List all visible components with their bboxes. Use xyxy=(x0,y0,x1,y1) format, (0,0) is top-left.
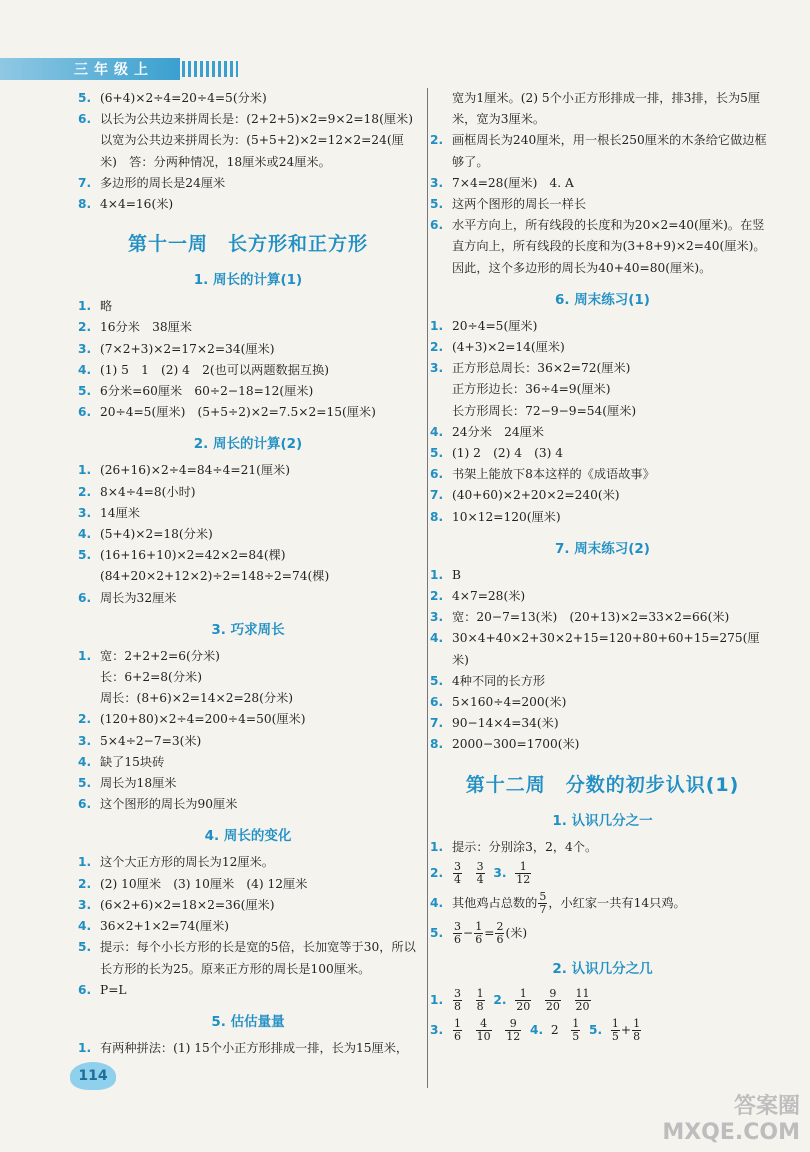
item-number: 8. xyxy=(78,197,92,212)
item-text: 书架上能放下8本这样的《成语故事》 xyxy=(452,467,655,482)
fraction: $\frac{1}{12}$ xyxy=(516,859,531,886)
section-perimeter-change-title: 4. 周长的变化 xyxy=(204,828,292,845)
section-weekend-2-title: 7. 周末练习(2) xyxy=(555,540,650,557)
item-number: 1. xyxy=(78,299,92,314)
fraction: $\frac{9}{20}$ xyxy=(545,986,560,1013)
section-perimeter-2-list xyxy=(78,460,418,608)
item-text: 多边形的周长是24厘米 xyxy=(100,175,226,190)
list-item xyxy=(430,607,775,628)
item-number: 8. xyxy=(430,737,444,752)
item-number: 1. xyxy=(430,318,444,333)
list-item xyxy=(78,874,418,895)
grade-label: 三年级上 xyxy=(74,62,154,78)
item-text: 宽：2+2+2=6(分米) xyxy=(100,648,220,663)
section-unit-fraction-title: 1. 认识几分之一 xyxy=(552,812,653,829)
list-item xyxy=(78,296,418,317)
list-item xyxy=(430,401,775,422)
item-number: 3. xyxy=(430,175,444,190)
list-item xyxy=(430,586,775,607)
item-number: 3. xyxy=(78,505,92,520)
item-number: 6. xyxy=(78,405,92,420)
section-estimate-list xyxy=(78,1038,418,1059)
list-item xyxy=(78,794,418,815)
item-text: (4+3)×2=14(厘米) xyxy=(452,340,565,355)
section-clever-perimeter-title: 3. 巧求周长 xyxy=(211,621,285,638)
list-item xyxy=(430,692,775,713)
item-number: 5. xyxy=(78,548,92,563)
item-text: 24分米 24厘米 xyxy=(452,424,544,439)
section-weekend-1-list xyxy=(430,316,775,528)
item-number: 4. xyxy=(78,754,92,769)
item-text: 5×4÷2−7=3(米) xyxy=(100,733,202,748)
item-text: (26+16)×2÷4=84÷4=21(厘米) xyxy=(100,463,290,478)
item-number: 7. xyxy=(430,488,444,503)
list-item xyxy=(430,464,775,485)
item-number: 8. xyxy=(430,509,444,524)
item-number: 2. xyxy=(430,865,444,880)
item-number: 6. xyxy=(430,218,444,233)
list-item xyxy=(78,381,418,402)
item-text: 提示：分别涂3，2，4个。 xyxy=(452,839,598,854)
item-text: (2) 10厘米 (3) 10厘米 (4) 12厘米 xyxy=(100,876,308,891)
item-number: 4. xyxy=(430,631,444,646)
item-text: (16+16+10)×2=42×2=84(棵) xyxy=(100,548,286,563)
list-item xyxy=(78,482,418,503)
item-number: 1. xyxy=(78,648,92,663)
item-text: 画框周长为240厘米，用一根长250厘米的木条给它做边框够了。 xyxy=(452,133,767,169)
item-number: 6. xyxy=(78,112,92,127)
item-text: (5+4)×2=18(分米) xyxy=(100,527,213,542)
item-text: 宽为1厘米。(2) 5个小正方形排成一排，排3排，长为5厘米，宽为3厘米。 xyxy=(452,91,761,127)
item-text: (1) 2 (2) 4 (3) 4 xyxy=(452,446,564,461)
item-number: 4. xyxy=(530,1022,544,1037)
right-column xyxy=(430,88,775,1045)
item-text: 16分米 38厘米 xyxy=(100,320,192,335)
item-text: (6+4)×2÷4=20÷4=5(分米) xyxy=(100,91,267,105)
item-text: (6×2+6)×2=18×2=36(厘米) xyxy=(100,897,275,912)
list-item xyxy=(430,507,775,528)
fraction: $\frac{4}{10}$ xyxy=(476,1016,491,1043)
item-number: 4. xyxy=(430,424,444,439)
list-item xyxy=(78,524,418,545)
list-item xyxy=(78,545,418,566)
item-text: 20÷4=5(厘米) xyxy=(452,318,538,333)
chapter-11-title: 第十一周 长方形和正方形 xyxy=(127,233,368,256)
item-number: 3. xyxy=(430,1022,444,1037)
item-number: 7. xyxy=(430,716,444,731)
list-item xyxy=(78,1038,418,1059)
item-text: 36×2+1×2=74(厘米) xyxy=(100,919,230,934)
list-item xyxy=(78,173,418,194)
item-number: 5. xyxy=(78,776,92,791)
list-item xyxy=(78,731,418,752)
item-number: 2. xyxy=(78,320,92,335)
page-number: 114 xyxy=(70,1062,116,1090)
list-item xyxy=(78,980,418,1001)
item-number: 5. xyxy=(430,925,444,940)
list-item xyxy=(78,460,418,481)
watermark-line: MXQE.COM xyxy=(662,1120,800,1145)
item-text: 4×4=16(米) xyxy=(100,197,174,212)
list-item xyxy=(430,173,775,194)
watermark-logo xyxy=(662,1094,800,1146)
item-text: 长方形周长：72−9−9=54(厘米) xyxy=(452,403,637,418)
list-item xyxy=(78,646,418,667)
item-text: 周长为32厘米 xyxy=(100,590,177,605)
item-number: 3. xyxy=(78,341,92,356)
item-number: 3. xyxy=(78,897,92,912)
list-item xyxy=(430,713,775,734)
section-perimeter-2-title: 2. 周长的计算(2) xyxy=(193,436,303,453)
item-text: 8×4÷4=8(小时) xyxy=(100,484,196,499)
grade-header xyxy=(0,58,240,80)
chapter-12-title: 第十二周 分数的初步认识(1) xyxy=(465,773,740,796)
item-text: 略 xyxy=(100,299,113,314)
item-number: 2. xyxy=(493,992,507,1007)
item-text: 有两种拼法：(1) 15个小正方形排成一排，长为15厘米， xyxy=(100,1040,409,1055)
watermark-line: 答案圈 xyxy=(733,1094,800,1119)
item-text: 长：6+2=8(分米) xyxy=(100,670,202,685)
item-text: 这两个图形的周长一样长 xyxy=(452,197,587,212)
list-item xyxy=(430,358,775,379)
item-text: 这个大正方形的周长为12厘米。 xyxy=(100,855,274,870)
list-item xyxy=(78,667,418,688)
item-number: 4. xyxy=(78,919,92,934)
list-item xyxy=(430,316,775,337)
list-item xyxy=(78,895,418,916)
item-number: 5. xyxy=(430,446,444,461)
item-number: 1. xyxy=(430,567,444,582)
item-text: 14厘米 xyxy=(100,505,140,520)
list-item xyxy=(78,339,418,360)
item-text: 2000−300=1700(米) xyxy=(452,737,580,752)
list-item xyxy=(78,588,418,609)
item-text: (120+80)×2÷4=200÷4=50(厘米) xyxy=(100,712,306,727)
header-stripes xyxy=(182,61,238,77)
list-item xyxy=(78,852,418,873)
section-perimeter-1-list xyxy=(78,296,418,423)
item-text: 宽：20−7=13(米) (20+13)×2=33×2=66(米) xyxy=(452,610,730,625)
list-item xyxy=(430,194,775,215)
list-item xyxy=(78,194,418,215)
item-text: 周长为18厘米 xyxy=(100,776,177,791)
item-number: 4. xyxy=(430,895,444,910)
list-item xyxy=(430,422,775,443)
item-text: 7×4=28(厘米) 4. A xyxy=(452,175,574,190)
item-number: 5. xyxy=(78,91,92,105)
item-number: 6. xyxy=(78,797,92,812)
fraction: $\frac{1}{6}$ xyxy=(475,919,483,946)
list-item xyxy=(430,443,775,464)
item-number: 5. xyxy=(430,673,444,688)
item-text: 以长为公共边来拼周长是：(2+2+5)×2=9×2=18(厘米) 以宽为公共边来拼周长为：(5+5+2)×2=12×2=24(厘米) 答：分两种情况，18厘米或24厘米。 xyxy=(100,112,426,169)
left-top-list xyxy=(78,88,426,215)
list-item xyxy=(78,109,426,173)
list-item xyxy=(78,503,418,524)
item-text: 30×4+40×2+30×2+15=120+80+60+15=275(厘米) xyxy=(452,631,760,667)
item-text: P=L xyxy=(100,982,127,997)
list-item xyxy=(78,752,418,773)
item-number: 2. xyxy=(430,589,444,604)
item-number: 7. xyxy=(78,175,92,190)
list-item xyxy=(78,317,418,338)
item-number: 1. xyxy=(430,992,444,1007)
list-item: 3. $\frac{1}{6}$ $\frac{4}{10}$ $\frac{9}{12}$ 4. 2 $\frac{1}{5}$ 5. $\frac{1}{5}$ + $\frac{1}{8}$ xyxy=(430,1016,641,1043)
item-number: 2. xyxy=(78,712,92,727)
section-perimeter-change-list xyxy=(78,852,418,1000)
section-clever-perimeter-list xyxy=(78,646,418,816)
fraction: $\frac{3}{6}$ xyxy=(454,919,461,946)
item-text: 4×7=28(米) xyxy=(452,589,526,604)
item-number: 1. xyxy=(78,1040,92,1055)
fraction: $\frac{2}{6}$ xyxy=(496,919,504,946)
column-divider xyxy=(427,88,428,1088)
fraction: $\frac{1}{8}$ xyxy=(633,1016,641,1043)
item-text: 正方形总周长：36×2=72(厘米) xyxy=(452,361,631,376)
item-number: 1. xyxy=(430,839,444,854)
fraction: $\frac{1}{8}$ xyxy=(476,986,484,1013)
list-item xyxy=(78,88,418,109)
item-number: 5. xyxy=(78,940,92,955)
list-item xyxy=(430,337,775,358)
item-text: 缺了15块砖 xyxy=(100,754,165,769)
item-text: (7×2+3)×2=17×2=34(厘米) xyxy=(100,341,275,356)
section-weekend-2-list xyxy=(430,565,775,756)
item-number: 2. xyxy=(430,133,444,148)
list-item xyxy=(430,379,775,400)
fraction: $\frac{1}{5}$ xyxy=(572,1016,580,1043)
item-number: 3. xyxy=(430,361,444,376)
fraction: $\frac{1}{20}$ xyxy=(516,986,531,1013)
item-text: 其他鸡占总数的 xyxy=(452,895,538,910)
list-item xyxy=(430,628,775,670)
section-perimeter-1-title: 1. 周长的计算(1) xyxy=(193,272,303,289)
item-text: B xyxy=(452,567,461,582)
item-text: 提示：每个小长方形的长是宽的5倍，长加宽等于30，所以长方形的长为25。原来正方形的周长是100厘米。 xyxy=(100,940,416,976)
right-top-list xyxy=(430,88,775,279)
item-text: ，小红家一共有14只鸡。 xyxy=(548,895,686,910)
fraction: $\frac{1}{5}$ xyxy=(611,1016,619,1043)
item-text: 周长：(8+6)×2=14×2=28(分米) xyxy=(100,691,294,706)
section-estimate-title: 5. 估估量量 xyxy=(211,1013,285,1030)
fraction: $\frac{1}{6}$ xyxy=(454,1016,461,1043)
item-number: 5. xyxy=(589,1022,603,1037)
list-item xyxy=(430,985,775,1015)
item-number: 5. xyxy=(78,384,92,399)
item-text: 20÷4=5(厘米) (5+5÷2)×2=7.5×2=15(厘米) xyxy=(100,405,376,420)
list-item xyxy=(78,937,418,979)
item-number: 4. xyxy=(78,362,92,377)
item-text: 水平方向上，所有线段的长度和为20×2=40(厘米)。在竖直方向上，所有线段的长度和为(3+8+9)×2=40(厘米)。因此，这个多边形的周长为40+40=80(厘米)。 xyxy=(452,218,766,275)
list-item xyxy=(78,566,418,587)
fraction: $\frac{3}{8}$ xyxy=(454,986,461,1013)
list-item xyxy=(430,88,775,130)
list-item xyxy=(430,215,775,279)
list-item xyxy=(430,734,775,755)
fraction: $\frac{3}{4}$ xyxy=(476,859,484,886)
item-number: 3. xyxy=(78,733,92,748)
item-text: (40+60)×2+20×2=240(米) xyxy=(452,488,620,503)
list-item xyxy=(78,402,418,423)
item-text: 6分米=60厘米 60÷2−18=12(厘米) xyxy=(100,384,314,399)
list-item xyxy=(430,858,775,888)
item-text: 90−14×4=34(米) xyxy=(452,716,559,731)
list-item xyxy=(430,130,775,172)
list-item xyxy=(78,773,418,794)
item-number: 3. xyxy=(493,865,507,880)
list-item xyxy=(78,709,418,730)
item-number: 2. xyxy=(430,340,444,355)
list-item xyxy=(430,485,775,506)
list-item xyxy=(78,360,418,381)
item-text: 4种不同的长方形 xyxy=(452,673,546,688)
item-text: 5×160÷4=200(米) xyxy=(452,695,567,710)
left-column xyxy=(78,88,426,1059)
list-item xyxy=(430,888,775,918)
item-number: 2. xyxy=(78,484,92,499)
item-text: (84+20×2+12×2)÷2=148÷2=74(棵) xyxy=(100,569,330,584)
item-number: 4. xyxy=(78,527,92,542)
item-text: 这个图形的周长为90厘米 xyxy=(100,797,238,812)
item-number: 1. xyxy=(78,855,92,870)
item-number: 5. xyxy=(430,197,444,212)
item-number: 6. xyxy=(78,590,92,605)
item-number: 1. xyxy=(78,463,92,478)
list-item xyxy=(430,671,775,692)
section-fractions-title: 2. 认识几分之几 xyxy=(552,960,653,977)
section-weekend-1-title: 6. 周末练习(1) xyxy=(555,291,650,308)
fraction: $\frac{3}{4}$ xyxy=(454,859,461,886)
item-number: 3. xyxy=(430,610,444,625)
item-text: 10×12=120(厘米) xyxy=(452,509,561,524)
list-item xyxy=(430,837,775,858)
fraction: $\frac{11}{20}$ xyxy=(575,986,590,1013)
item-text: 正方形边长：36÷4=9(厘米) xyxy=(452,382,611,397)
list-item: 5. $\frac{3}{6}$ − $\frac{1}{6}$ = $\frac{2}{6}$ (米) xyxy=(430,919,528,946)
fraction: $\frac{9}{12}$ xyxy=(506,1016,521,1043)
item-number: 2. xyxy=(78,876,92,891)
list-item xyxy=(78,916,418,937)
item-number: 6. xyxy=(430,467,444,482)
list-item xyxy=(430,565,775,586)
list-item xyxy=(78,688,418,709)
item-number: 6. xyxy=(78,982,92,997)
item-text: (1) 5 1 (2) 4 2(也可以两题数据互换) xyxy=(100,362,330,377)
fraction: $\frac{5}{7}$ xyxy=(539,889,547,916)
item-number: 6. xyxy=(430,695,444,710)
